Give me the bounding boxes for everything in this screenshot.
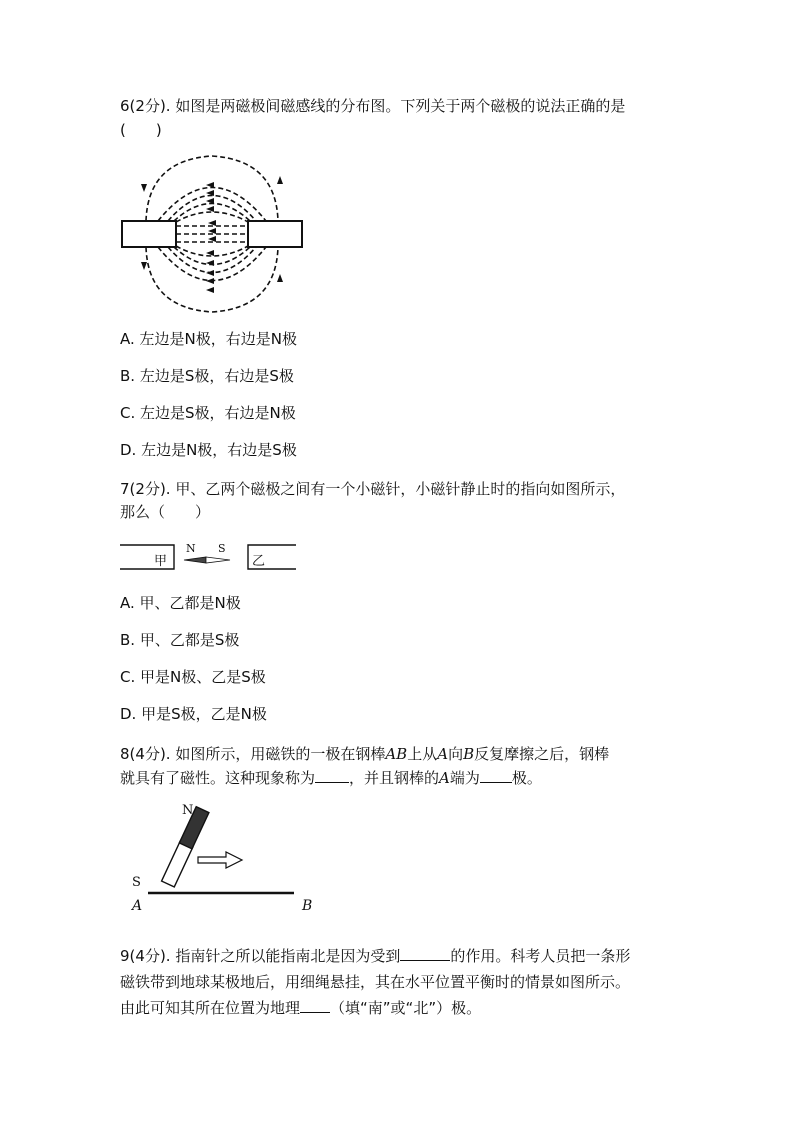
magnetic-field-figure: [118, 150, 308, 310]
q6-option-d[interactable]: D. 左边是N极，右边是S极: [120, 441, 297, 459]
needle-n-label: N: [186, 542, 196, 555]
q8-stem-line1: 8(4分). 如图所示，用磁铁的一极在钢棒AB上从A向B反复摩擦之后，钢棒: [120, 745, 610, 763]
q8-blank-2[interactable]: [480, 768, 512, 783]
q7-stem: 7(2分). 甲、乙两个磁极之间有一个小磁针，小磁针静止时的指向如图所示，: [120, 480, 626, 498]
q9-stem-line2: 磁铁带到地球某极地后，用细绳悬挂，其在水平位置平衡时的情景如图所示。: [120, 973, 631, 991]
fig-a-label: A: [132, 898, 143, 914]
q9-blank-1[interactable]: [400, 946, 450, 961]
needle-s-label: S: [218, 542, 226, 555]
q7-option-b[interactable]: B. 甲、乙都是S极: [120, 631, 240, 649]
fig-s-label: S: [132, 875, 141, 890]
q6-stem: 6(2分). 如图是两磁极间磁感线的分布图。下列关于两个磁极的说法正确的是: [120, 97, 626, 115]
q7-option-d[interactable]: D. 甲是S极，乙是N极: [120, 705, 267, 723]
q7-option-c[interactable]: C. 甲是N极、乙是S极: [120, 668, 266, 686]
q6-option-a[interactable]: A. 左边是N极，右边是N极: [120, 330, 297, 348]
direction-arrow: [198, 852, 242, 868]
q9-stem-line3: 由此可知其所在位置为地理 （填“南”或“北”）极。: [120, 999, 482, 1017]
q8-blank-1[interactable]: [315, 768, 349, 783]
q6-option-b[interactable]: B. 左边是S极，右边是S极: [120, 367, 294, 385]
needle-figure: [118, 538, 308, 574]
label-jia: 甲: [154, 554, 168, 569]
q8-stem-line2: 就具有了磁性。这种现象称为 ，并且钢棒的A端为 极。: [120, 769, 542, 787]
needle-south-half: [206, 557, 230, 563]
q9-stem-line1: 9(4分). 指南针之所以能指南北是因为受到 的作用。科考人员把一条形: [120, 947, 631, 965]
q6-option-c[interactable]: C. 左边是S极，右边是N极: [120, 404, 296, 422]
right-magnet: [248, 221, 302, 247]
fig-n-label: N: [182, 803, 194, 818]
rubbing-figure: [126, 800, 326, 916]
fig-b-label: B: [302, 898, 313, 914]
q7-stem-continued: 那么（ ）: [120, 503, 211, 521]
needle-north-half: [184, 557, 206, 563]
left-magnet: [122, 221, 176, 247]
magnet-white-half: [162, 841, 193, 887]
label-yi: 乙: [252, 554, 266, 569]
q6-answer-paren: ( ): [120, 121, 162, 139]
q7-option-a[interactable]: A. 甲、乙都是N极: [120, 594, 241, 612]
q9-blank-2[interactable]: [300, 998, 330, 1013]
